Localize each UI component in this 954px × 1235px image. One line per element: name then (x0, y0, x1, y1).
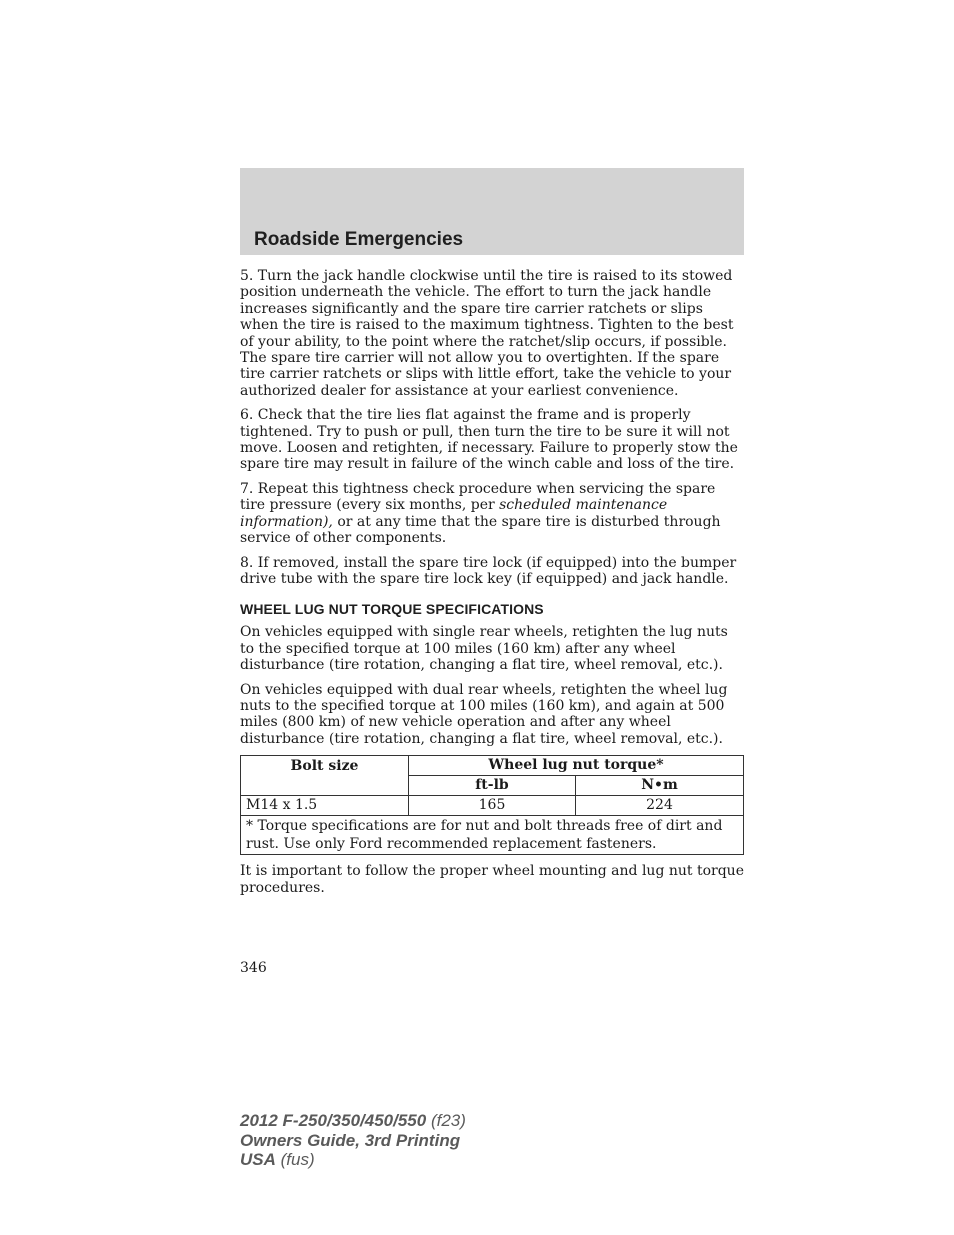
torque-header: Wheel lug nut torque* (409, 756, 744, 776)
table-row (241, 796, 744, 816)
footer-model-code: (f23) (426, 1111, 466, 1130)
page-number: 346 (240, 960, 267, 976)
step-8-paragraph: 8. If removed, install the spare tire lock (if equipped) into the bumper drive tube with the spare tire lock key (if equipped) and jack handle. (240, 554, 737, 587)
bolt-size-cell: M14 x 1.5 (241, 796, 409, 816)
footer-line-2 (240, 1131, 466, 1151)
footer-market-code: (fus) (275, 1150, 315, 1169)
step-7-text-b: or at any time that the spare tire is disturbed through service of other components. (240, 513, 721, 547)
footer-guide: Owners Guide, 3rd Printing (240, 1130, 461, 1150)
step-7-text-a: 7. Repeat this tightness check procedure when servicing the spare tire pressure (every six months, per (240, 480, 716, 514)
main-content (240, 268, 744, 904)
table-footnote: * Torque specifications are for nut and bolt threads free of dirt and rust. Use only Ford recommended replacement fasteners. (241, 816, 744, 855)
header-band (240, 168, 744, 255)
closing-paragraph: It is important to follow the proper wheel mounting and lug nut torque procedures. (240, 863, 744, 896)
footer-line-1 (240, 1111, 466, 1131)
bolt-size-header: Bolt size (241, 756, 409, 796)
footer (240, 1111, 466, 1170)
footer-market: USA (240, 1150, 276, 1169)
page-title: Roadside Emergencies (254, 229, 464, 250)
footer-model: 2012 F-250/350/450/550 (240, 1111, 427, 1130)
nm-header: N•m (576, 776, 744, 796)
ftlb-header: ft-lb (409, 776, 576, 796)
step-7-paragraph (240, 481, 744, 547)
step-6-paragraph: 6. Check that the tire lies flat against the frame and is properly tightened. Try to push or pull, then turn the tire to be sure it will not move. Loosen and retighten, if necessary. Failure to properly stow the spare tire may result in failure of the winch cable and loss of the tire. (240, 407, 738, 473)
single-rear-wheels-paragraph: On vehicles equipped with single rear wheels, retighten the lug nuts to the specified torque at 100 miles (160 km) after any wheel disturbance (tire rotation, changing a flat tire, wheel removal, etc.). (240, 624, 728, 674)
ftlb-cell: 165 (409, 796, 576, 816)
nm-cell: 224 (576, 796, 744, 816)
step-7-reference: scheduled maintenance information), (240, 497, 668, 530)
table-header-row (241, 756, 744, 776)
torque-spec-table (240, 755, 744, 855)
dual-rear-wheels-paragraph: On vehicles equipped with dual rear wheels, retighten the wheel lug nuts to the specified torque at 100 miles (160 km), and again at 500 miles (800 km) of new vehicle operation and after any wheel disturbance (tire rotation, changing a flat tire, wheel removal, etc.). (240, 681, 728, 747)
table-note-row (241, 816, 744, 855)
footer-line-3 (240, 1150, 466, 1170)
section-heading: WHEEL LUG NUT TORQUE SPECIFICATIONS (240, 601, 544, 618)
step-5-paragraph: 5. Turn the jack handle clockwise until the tire is raised to its stowed position underneath the vehicle. The effort to turn the jack handle increases significantly and the spare tire carrier ratchets or slips when the tire is raised to the maximum tightness. Tighten to the best of your ability, to the point where the ratchet/slip occurs, if possible. The spare tire carrier will not allow you to overtighten. If the spare tire carrier ratchets or slips with little effort, take the vehicle to your authorized dealer for assistance at your earliest convenience. (240, 268, 734, 399)
